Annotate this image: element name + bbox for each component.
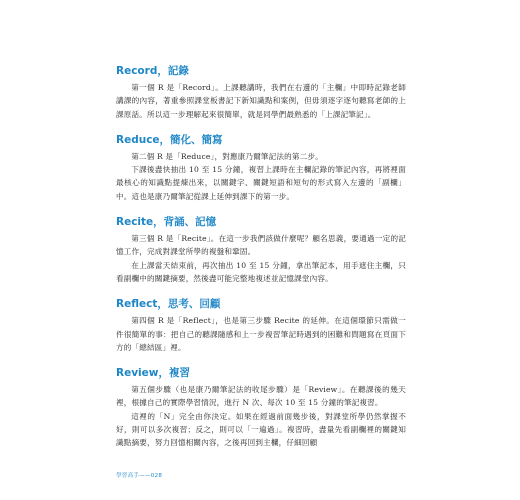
section-review bbox=[116, 366, 406, 449]
paragraph: 這裡的「N」完全由你決定。如果在經過前面幾步後，對課堂所學仍然掌握不好，則可以多次複習；反之，則可以「一遍過」。複習時，盡量先看副欄裡的關鍵知識點摘要，努力回憶相關內容，之後再回到主欄，仔細回顧 bbox=[116, 411, 406, 448]
section-reduce bbox=[116, 133, 406, 203]
paragraph: 第五個步驟（也是康乃爾筆記法的收尾步驟）是「Review」。在聽課後的幾天裡，根據自己的實際學習情況，進行 N 次、每次 10 至 15 分鐘的筆記複習。 bbox=[116, 385, 406, 408]
section-record bbox=[116, 64, 406, 121]
section-reflect bbox=[116, 297, 406, 354]
section-title: Review，複習 bbox=[116, 367, 190, 380]
section-title: Recite，背誦、記憶 bbox=[116, 216, 217, 229]
paragraph: 第一個 R 是「Record」。上課聽講時，我們在右邊的「主欄」中即時記錄老師講課的內容，著重參照課堂板書記下新知識點和案例，但毋須逐字逐句聽寫老師的上課原話。所以這一步理解起來很簡單，就是同學們最熟悉的「上課記筆記」。 bbox=[116, 83, 406, 119]
section-recite bbox=[116, 215, 406, 285]
section-title: Reflect，思考、回顧 bbox=[116, 298, 221, 311]
paragraph: 第四個 R 是「Reflect」，也是第三步驟 Recite 的延伸。在這個環節只需做一件很簡單的事：把自己的聽課隨感和上一步複習筆記時遇到的困難和問題寫在頁面下方的「總結區」裡。 bbox=[116, 316, 406, 352]
paragraph: 第二個 R 是「Reduce」，對應康乃爾筆記法的第二步。 bbox=[131, 151, 323, 161]
paragraph: 在上課當天結束前，再次抽出 10 至 15 分鐘，拿出筆記本，用手遮住主欄，只看副欄中的關鍵摘要，然後盡可能完整地複述並記憶課堂內容。 bbox=[116, 260, 406, 283]
section-title: Record，記錄 bbox=[116, 65, 189, 77]
page-footer: 學習高手——028 bbox=[116, 473, 163, 479]
paragraph: 下課後盡快抽出 10 至 15 分鐘，複習上課時在主欄記錄的筆記內容，再將裡面最核心的知識點提煉出來，以關鍵字、關鍵短語和短句的形式寫入左邊的「副欄」中。這也是康乃爾筆記從課上延伸到課下的第一步。 bbox=[116, 165, 406, 201]
page-content bbox=[116, 64, 406, 462]
section-title: Reduce，簡化、簡寫 bbox=[116, 133, 223, 146]
paragraph: 第三個 R 是「Recite」。在這一步我們該做什麼呢？顧名思義，要通過一定的記憶工作，完成對課堂所學的複盤和鞏固。 bbox=[116, 234, 406, 257]
